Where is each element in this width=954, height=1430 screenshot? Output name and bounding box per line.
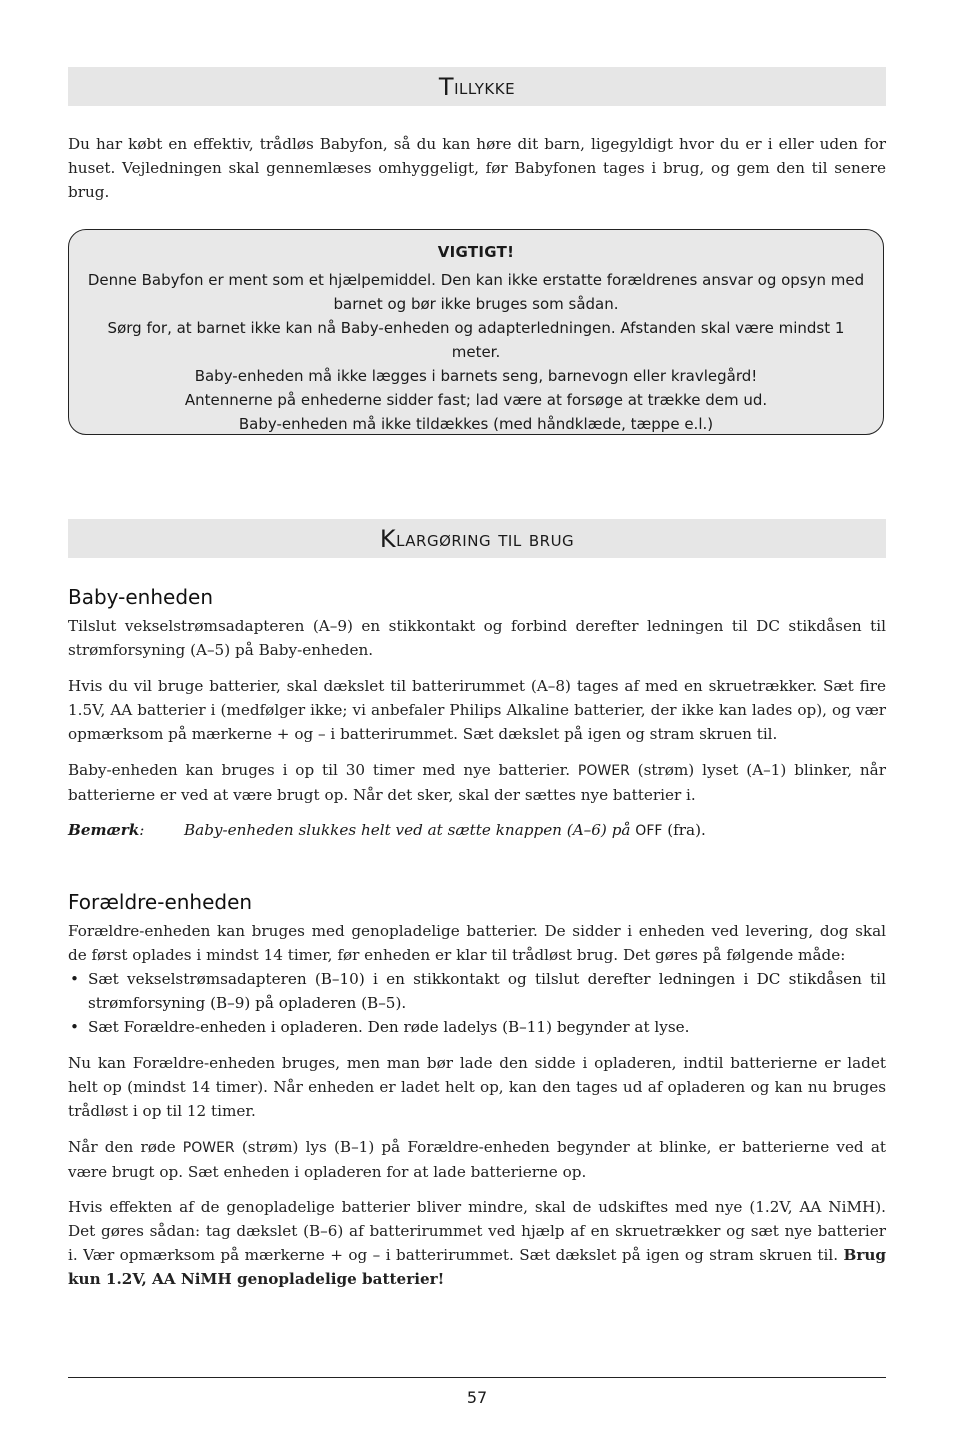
parent-unit-bullets [68, 967, 886, 1039]
parent-unit-p3-text-before: Når den røde [68, 1138, 183, 1156]
section-title-rest: largøring til brug [396, 526, 575, 551]
parent-unit-p4-block [68, 1195, 886, 1291]
note-text-after: (fra). [662, 821, 706, 839]
power-label: POWER [577, 763, 630, 779]
section-title-tillykke [68, 67, 886, 106]
intro-paragraph: Du har købt en effektiv, trådløs Babyfon, så du kan høre dit barn, ligegyldigt hvor du er i eller uden for huset. Vejledningen skal gennemlæses omhyggeligt, før Babyfonen tages i brug, og gem den til senere brug. [68, 135, 886, 201]
baby-unit-p3-block [68, 758, 886, 807]
note-text [184, 818, 706, 843]
parent-unit-paragraph-4 [68, 1195, 886, 1291]
section-title-klargoering [68, 519, 886, 558]
note-text-before: Baby-enheden slukkes helt ved at sætte knappen (A–6) på [184, 821, 636, 839]
important-line-5: Baby-enheden må ikke tildækkes (med håndklæde, tæppe e.l.) [238, 415, 714, 433]
note-label-text: Bemærk [68, 821, 140, 839]
note-label [68, 818, 144, 842]
parent-unit-p4-warning: Brug kun 1.2V, AA NiMH genopladelige batterier! [68, 1246, 886, 1288]
baby-unit-p1-block [68, 614, 886, 662]
bullet-item-2: • Sæt Forældre-enheden i opladeren. Den røde ladelys (B–11) begynder at lyse. [68, 1015, 886, 1039]
power-label: POWER [182, 1140, 235, 1156]
important-title: VIGTIGT! [437, 243, 515, 261]
important-line-1: Denne Babyfon er ment som et hjælpemiddel. Den kan ikke erstatte forældrenes ansvar og opsyn med barnet og bør ikke bruges som sådan. [87, 271, 865, 313]
section-title-initial: K [379, 524, 397, 553]
parent-unit-p2-block [68, 1051, 886, 1123]
parent-unit-p1-block [68, 919, 886, 1039]
baby-unit-p3-text-after: (strøm) lyset (A–1) blinker, når batterierne er ved at være brugt op. Når det sker, skal der sættes nye batterier i. [68, 761, 886, 804]
baby-unit-paragraph-1: Tilslut vekselstrømsadapteren (A–9) en stikkontakt og forbind derefter ledningen til DC stikdåsen til strømforsyning (A–5) på Baby-enheden. [68, 617, 886, 659]
page-number: 57 [466, 1388, 488, 1407]
baby-unit-paragraph-3 [68, 758, 886, 807]
parent-unit-p4-text: Hvis effekten af de genopladelige batterier bliver mindre, skal de udskiftes med nye (1.2V, AA NiMH). Det gøres sådan: tag dækslet (B–6) af batterirummet ved hjælp af en skruetrækker og sæt nye batterier i. Vær opmærksom på mærkerne + og – i batterirummet. Sæt dækslet på igen og stram skruen til. [68, 1198, 886, 1264]
section-title-initial: T [438, 72, 455, 101]
parent-unit-p3-text-after: (strøm) lys (B–1) på Forældre-enheden begynder at blinke, er batterierne ved at være brugt op. Sæt enheden i opladeren for at lade batterierne op. [68, 1138, 886, 1181]
footer-divider [68, 1377, 886, 1378]
parent-unit-p3-block [68, 1135, 886, 1184]
note-label-colon: : [139, 821, 145, 839]
parent-unit-paragraph-1: Forældre-enheden kan bruges med genopladelige batterier. De sidder i enheden ved levering, dog skal de først oplades i mindst 14 timer, før enheden er klar til trådløst brug. Det gøres på følgende måde: [68, 922, 886, 964]
important-notice-box [68, 229, 884, 435]
intro-paragraph-block [68, 132, 886, 204]
bullet-item-1: • Sæt vekselstrømsadapteren (B–10) i en stikkontakt og tilslut derefter ledningen i DC stikdåsen til strømforsyning (B–9) på opladeren (B–5). [68, 967, 886, 1015]
parent-unit-paragraph-2: Nu kan Forældre-enheden bruges, men man bør lade den sidde i opladeren, indtil batterierne er ladet helt op (mindst 14 timer). Når enheden er ladet helt op, kan den tages ud af opladeren og kan nu bruges trådløst i op til 12 timer. [68, 1054, 886, 1120]
baby-unit-p2-block [68, 674, 886, 746]
important-line-2: Sørg for, at barnet ikke kan nå Baby-enheden og adapterledningen. Afstanden skal være mindst 1 meter. [107, 319, 845, 361]
section-title-rest: illykke [454, 74, 516, 99]
parent-unit-paragraph-3 [68, 1135, 886, 1184]
important-line-4: Antennerne på enhederne sidder fast; lad være at forsøge at trække dem ud. [184, 391, 768, 409]
baby-unit-p3-text-before: Baby-enheden kan bruges i op til 30 timer med nye batterier. [68, 761, 578, 779]
parent-unit-heading: Forældre-enheden [68, 890, 253, 914]
baby-unit-heading: Baby-enheden [68, 585, 214, 609]
baby-unit-paragraph-2: Hvis du vil bruge batterier, skal dækslet til batterirummet (A–8) tages af med en skruetrækker. Sæt fire 1.5V, AA batterier i (medfølger ikke; vi anbefaler Philips Alkaline batterier, der ikke kan lades op), og vær opmærksom på mærkerne + og – i batterirummet. Sæt dækslet på igen og stram skruen til. [68, 677, 886, 743]
off-label: OFF [635, 823, 663, 839]
important-line-3: Baby-enheden må ikke lægges i barnets seng, barnevogn eller kravlegård! [194, 367, 758, 385]
